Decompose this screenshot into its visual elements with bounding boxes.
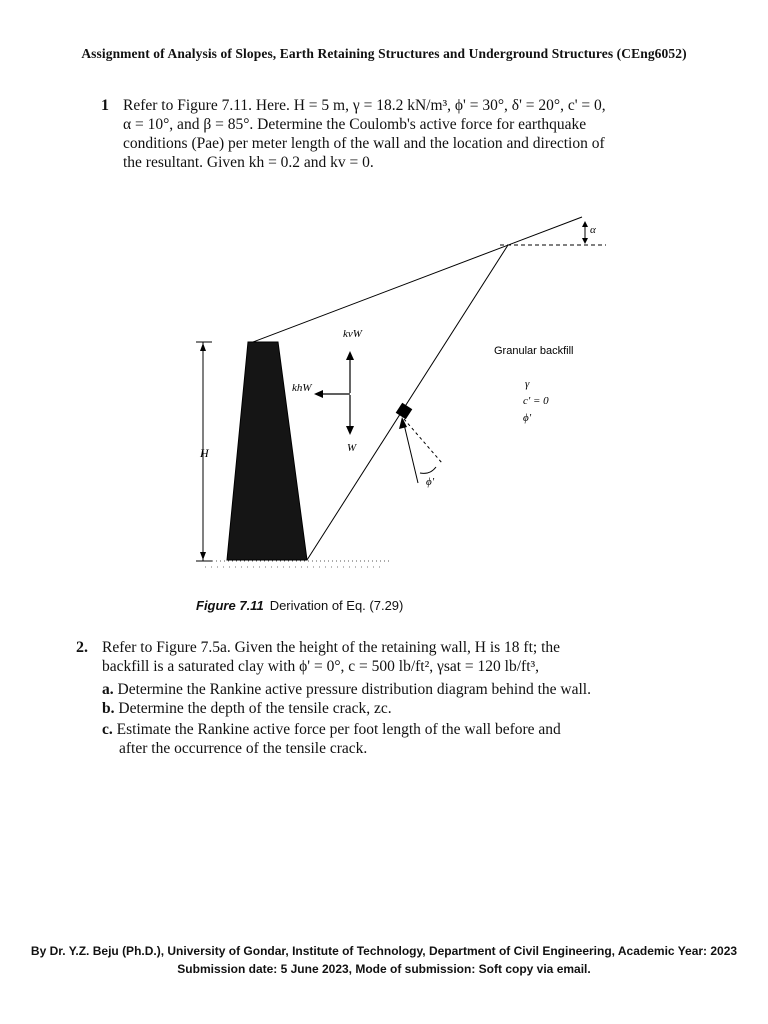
question-2-number: 2. — [76, 639, 88, 656]
question-2a — [102, 680, 591, 699]
question-2-line-1: Refer to Figure 7.5a. Given the height of the retaining wall, H is 18 ft; the — [102, 639, 560, 656]
question-1-line-2: α = 10°, and β = 85°. Determine the Coulomb's active force for earthquake — [123, 116, 587, 133]
khw-arrow-head — [314, 390, 323, 398]
footer-author: By Dr. Y.Z. Beju (Ph.D.), University of Gondar, Institute of Technology, Department of Civil Engineering, Academic Year: 2023 — [30, 944, 738, 958]
question-2b-label: b. — [102, 700, 115, 717]
alpha-arrow-head — [582, 238, 588, 244]
kvw-label: kvW — [343, 328, 362, 340]
height-label: H — [200, 446, 209, 460]
backfill-label: Granular backfill — [494, 345, 574, 357]
backfill-surface-line — [253, 217, 582, 342]
weight-arrow-head — [346, 426, 354, 435]
alpha-label: α — [590, 224, 596, 236]
question-2-body — [102, 638, 668, 676]
height-arrow-top — [200, 343, 206, 351]
question-2b — [102, 699, 392, 718]
question-2c — [102, 720, 561, 739]
figure-caption-label: Figure 7.11 — [196, 598, 264, 613]
question-1-line-1: Refer to Figure 7.11. Here. H = 5 m, γ = 18.2 kN/m³, ϕ' = 30°, δ' = 20°, c' = 0, — [123, 97, 606, 114]
failure-plane-line — [307, 245, 508, 560]
question-2c-text: Estimate the Rankine active force per foot length of the wall before and — [116, 721, 561, 738]
alpha-arrow-head-top — [582, 221, 588, 227]
phi-force-label: ϕ' — [426, 476, 435, 488]
question-2a-label: a. — [102, 681, 114, 698]
phi-label: ϕ' — [523, 412, 532, 424]
weight-label: W — [347, 442, 357, 454]
resultant-force-line — [403, 420, 418, 483]
question-1-line-3: conditions (Pae) per meter length of the wall and the location and direction of — [123, 135, 605, 152]
page-header: Assignment of Analysis of Slopes, Earth Retaining Structures and Underground Structures (CEng6052) — [81, 46, 687, 61]
question-1-body — [123, 96, 689, 172]
question-2b-text: Determine the depth of the tensile crack, zc. — [118, 700, 392, 717]
figure-7-11-diagram — [190, 205, 620, 590]
gamma-label: γ — [525, 378, 530, 390]
khw-label: khW — [292, 382, 312, 394]
question-2c-label: c. — [102, 721, 113, 738]
question-1-number: 1 — [101, 97, 109, 114]
figure-caption-text: Derivation of Eq. (7.29) — [269, 598, 404, 613]
height-arrow-bottom — [200, 552, 206, 560]
question-2c-continued: after the occurrence of the tensile crack. — [119, 740, 368, 757]
question-1-line-4: the resultant. Given kh = 0.2 and kv = 0. — [123, 154, 374, 171]
normal-dashed-line — [404, 419, 442, 463]
retaining-wall — [227, 342, 307, 560]
footer-submission: Submission date: 5 June 2023, Mode of submission: Soft copy via email. — [177, 962, 591, 976]
phi-angle-arc — [420, 467, 436, 473]
cohesion-label: c' = 0 — [523, 395, 549, 407]
figure-caption — [196, 598, 403, 614]
question-2a-text: Determine the Rankine active pressure distribution diagram behind the wall. — [117, 681, 591, 698]
kvw-arrow-head — [346, 351, 354, 360]
question-2-line-2: backfill is a saturated clay with ϕ' = 0°, c = 500 lb/ft², γsat = 120 lb/ft³, — [102, 658, 540, 675]
